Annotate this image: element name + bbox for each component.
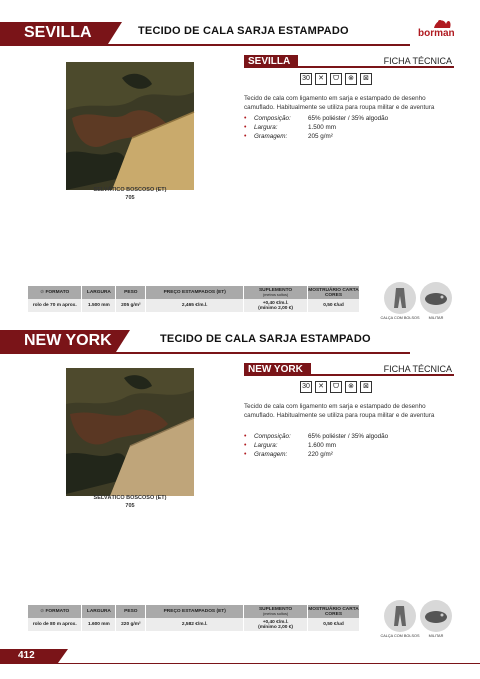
col-suplemento: SUPLEMENTO (metros soltos)	[244, 286, 308, 299]
no-tumble-dry-icon: ⊠	[360, 381, 372, 393]
col-suplemento: SUPLEMENTO (metros soltos)	[244, 605, 308, 618]
no-dry-clean-icon: ⊗	[345, 381, 357, 393]
wash-30-icon: 30	[300, 73, 312, 85]
iron-icon: ᗜ	[330, 381, 342, 393]
col-preco: PREÇO ESTAMPADOS (ET)	[146, 286, 244, 299]
trousers-caption: CALÇA COM BOLSOS	[380, 316, 420, 320]
spec-list	[244, 432, 388, 459]
no-bleach-icon: ✕	[315, 381, 327, 393]
product-description: Tecido de cala com ligamento em sarja e estampado de desenho camuflado. Habitualmente se utiliza para roupa militar e de aventura	[244, 95, 435, 111]
care-symbols	[300, 381, 372, 395]
ficha-tecnica-label: FICHA TÉCNICA	[383, 56, 452, 66]
product-subtitle: TECIDO DE CALA SARJA ESTAMPADO	[138, 25, 349, 37]
cell-suplemento: +0,40 €/m.l. (mínimo 2,00 €)	[244, 618, 308, 631]
trousers-icon	[384, 282, 416, 314]
military-beret-icon	[420, 600, 452, 632]
ficha-tecnica-label: FICHA TÉCNICA	[383, 364, 452, 374]
ficha-header	[244, 363, 454, 376]
spec-weight: • Gramagem: 220 g/m²	[244, 451, 333, 458]
ficha-product-name: NEW YORK	[244, 363, 311, 376]
col-preco: PREÇO ESTAMPADOS (ET)	[146, 605, 244, 618]
swatch-caption	[90, 494, 170, 510]
no-dry-clean-icon: ⊗	[345, 73, 357, 85]
product-subtitle: TECIDO DE CALA SARJA ESTAMPADO	[160, 333, 371, 345]
swatch-caption	[90, 186, 170, 202]
col-peso: PESO	[116, 605, 146, 618]
wash-30-icon: 30	[300, 381, 312, 393]
cell-peso: 205 g/m²	[116, 299, 146, 312]
trousers-icon	[384, 600, 416, 632]
spec-composition: • Composição: 65% poliéster / 35% algodão	[244, 115, 389, 122]
page-number: 412	[0, 649, 58, 663]
no-bleach-icon: ✕	[315, 73, 327, 85]
col-mostruario: MOSTRUÁRIO CARTA CORES	[308, 287, 359, 298]
cell-mostruario: 0,50 €/ud	[308, 618, 360, 631]
product-description: Tecido de cala com ligamento em sarja e estampado de desenho camuflado. Habitualmente se utiliza para roupa militar e de aventura	[244, 403, 435, 419]
swatch-caption-name: SELVÁTICO BOSCOSO (ET)	[93, 187, 167, 193]
fabric-swatch	[62, 364, 202, 514]
col-mostruario: MOSTRUÁRIO CARTA CORES	[308, 606, 359, 617]
cell-largura: 1.500 mm	[82, 299, 116, 312]
product-tab: NEW YORK	[0, 330, 116, 352]
product-header-sevilla	[0, 22, 480, 44]
col-formato: ⊘ FORMATO	[28, 286, 82, 299]
trousers-caption: CALÇA COM BOLSOS	[380, 634, 420, 638]
care-symbols	[300, 73, 372, 87]
product-tab: SEVILLA	[0, 22, 108, 44]
spec-width: • Largura: 1.500 mm	[244, 124, 336, 131]
table-row	[28, 618, 360, 631]
col-peso: PESO	[116, 286, 146, 299]
price-table	[28, 286, 360, 312]
iron-icon: ᗜ	[330, 73, 342, 85]
cell-formato: rolo de 80 m aprox.	[28, 618, 82, 631]
swatch-caption-name: SELVÁTICO BOSCOSO (ET)	[93, 495, 167, 501]
spec-composition: • Composição: 65% poliéster / 35% algodão	[244, 433, 389, 440]
cell-mostruario: 0,50 €/ud	[308, 299, 360, 312]
cell-peso: 220 g/m²	[116, 618, 146, 631]
col-largura: LARGURA	[82, 286, 116, 299]
spec-weight: • Gramagem: 205 g/m²	[244, 133, 333, 140]
swatch-caption-code: 705	[125, 503, 135, 509]
ficha-header	[244, 55, 454, 68]
military-caption: MILITAR	[428, 634, 444, 638]
col-largura: LARGURA	[82, 605, 116, 618]
cell-largura: 1.600 mm	[82, 618, 116, 631]
header-rule	[0, 352, 410, 354]
cell-formato: rolo de 70 m aprox.	[28, 299, 82, 312]
product-header-new-york	[0, 330, 480, 352]
no-tumble-dry-icon: ⊠	[360, 73, 372, 85]
spec-list	[244, 114, 388, 141]
swatch-caption-code: 705	[125, 195, 135, 201]
camouflage-swatch-image	[62, 364, 202, 514]
spec-width: • Largura: 1.600 mm	[244, 442, 336, 449]
military-beret-icon	[420, 282, 452, 314]
col-formato: ⊘ FORMATO	[28, 605, 82, 618]
cell-preco: 2,465 €/m.l.	[146, 299, 244, 312]
table-row	[28, 299, 360, 312]
price-table	[28, 605, 360, 631]
military-caption: MILITAR	[428, 316, 444, 320]
cell-suplemento: +0,40 €/m.l. (mínimo 2,00 €)	[244, 299, 308, 312]
cell-preco: 2,582 €/m.l.	[146, 618, 244, 631]
logo-text: borman	[418, 28, 455, 39]
footer-rule	[0, 663, 480, 664]
ficha-product-name: SEVILLA	[244, 55, 298, 68]
header-rule	[0, 44, 410, 46]
